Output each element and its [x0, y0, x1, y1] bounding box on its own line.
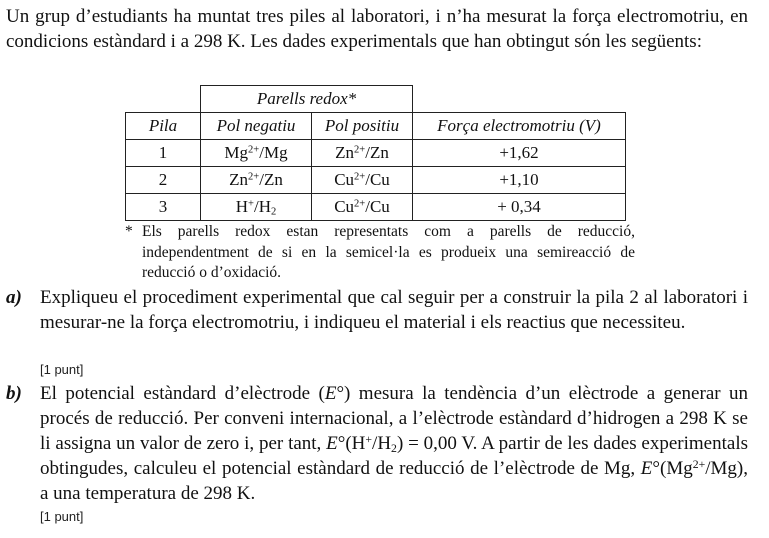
header-pol-positiu: Pol positiu — [312, 113, 413, 140]
cell-pila: 2 — [126, 167, 201, 194]
group-header-parells-redox: Parells redox* — [201, 86, 413, 113]
cell-positive-pole: $Cu^{2+}/Cu$ — [312, 167, 413, 194]
question-b — [6, 381, 748, 506]
cell-negative-pole: $Zn^{2+}/Zn$ — [201, 167, 312, 194]
cell-negative-pole: $Mg^{2+}/Mg$ — [201, 140, 312, 167]
header-pol-negatiu: Pol negatiu — [201, 113, 312, 140]
question-b-letter: b) — [6, 383, 22, 404]
footnote-marker: * — [125, 223, 133, 240]
cell-positive-pole: $Zn^{2+}/Zn$ — [312, 140, 413, 167]
table-row — [126, 167, 626, 194]
question-a-points: [1 punt] — [40, 362, 84, 377]
cell-emf: + 0,34 — [413, 194, 626, 221]
header-forca-electromotriu: Força electromotriu (V) — [413, 113, 626, 140]
table-group-header-row — [126, 86, 626, 113]
question-a-letter: a) — [6, 287, 22, 308]
header-pila: Pila — [126, 113, 201, 140]
question-b-points: [1 punt] — [40, 509, 84, 524]
cell-positive-pole: $Cu^{2+}/Cu$ — [312, 194, 413, 221]
cell-emf: +1,62 — [413, 140, 626, 167]
question-a-text: Expliqueu el procediment experimental que cal seguir per a construir la pila 2 al laboratori i mesurar-ne la força electromotriu, i indiqueu el material i els reactius que necessiteu. — [40, 287, 748, 333]
redox-table — [125, 85, 626, 221]
table-header-row — [126, 113, 626, 140]
question-a — [6, 285, 748, 335]
cell-emf: +1,10 — [413, 167, 626, 194]
table-footnote — [125, 222, 635, 284]
intro-paragraph: Un grup d’estudiants ha muntat tres piles al laboratori, i n’ha mesurat la força electromotriu, en condicions estàndard i a 298 K. Les dades experimentals que han obtingut són les següents: — [6, 6, 748, 52]
question-b-text: El potencial estàndard d’elèctrode (E°) mesura la tendència d’un elèctrode a generar un procés de reducció. Per conveni internacional, a l’elèctrode estàndard d’hidrogen a 298 K se li assigna un valor de zero i, per tant, $E^\circ(H^+/H_2) = 0,00$ V. A partir de les dades experimentals obtingudes, calculeu el potencial estàndard de reducció de l’elèctrode de Mg, $E^\circ(Mg^{2+}/Mg)$, a una temperatura de 298 K. — [40, 383, 749, 504]
table-row — [126, 140, 626, 167]
footnote-text: Els parells redox estan representats com a parells de reducció, independentment de si en la semicel·la es produeix una semireacció de reducció o d’oxidació. — [142, 223, 635, 281]
cell-negative-pole: $H^+/H_2$ — [201, 194, 312, 221]
table-row — [126, 194, 626, 221]
cell-pila: 1 — [126, 140, 201, 167]
cell-pila: 3 — [126, 194, 201, 221]
